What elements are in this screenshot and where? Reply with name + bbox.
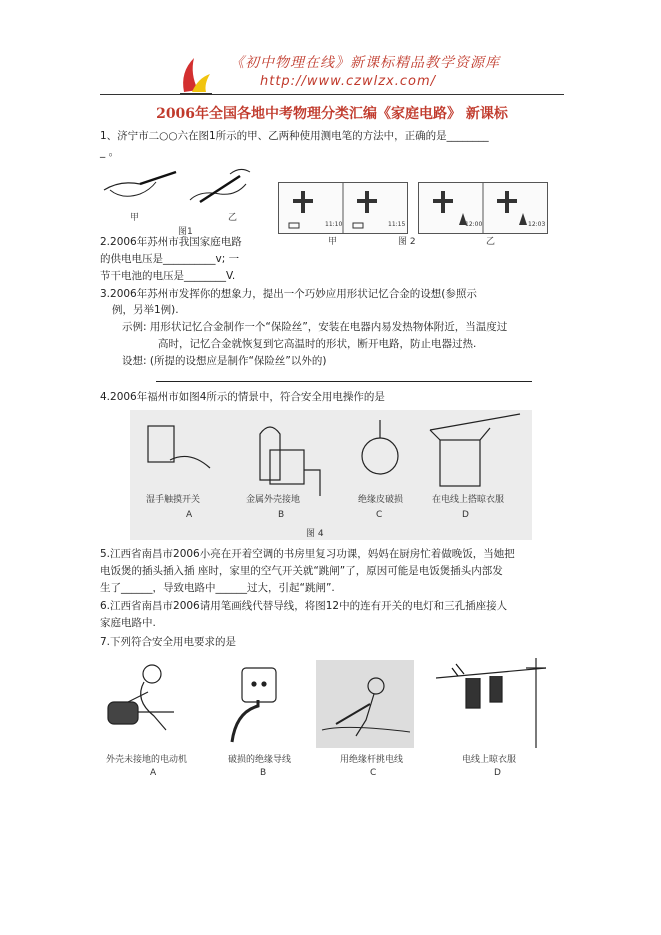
q5-line2: 电饭煲的插头插入插 座时，家里的空气开关就“跳闸”了，原因可能是电饭煲插头内部发 bbox=[100, 565, 503, 577]
fig1-label-jia: 甲 bbox=[130, 213, 140, 223]
q4-option-b-caption: 金属外壳接地 bbox=[246, 495, 301, 505]
fig2-time-1: 11:10 bbox=[325, 221, 343, 228]
q5-line3: 生了______，导致电路中______过大，引起“跳闸”. bbox=[100, 582, 335, 594]
site-logo bbox=[176, 52, 216, 96]
fig1-label-yi: 乙 bbox=[228, 213, 238, 223]
header-divider bbox=[100, 94, 564, 95]
q1-text-cont: _ 。 bbox=[100, 146, 120, 158]
banner-url[interactable]: http://www.czwlzx.com/ bbox=[260, 74, 437, 89]
q3-line1: 3.2006年苏州市发挥你的想象力，提出一个巧妙应用形状记忆合金的设想(参照示 bbox=[100, 288, 477, 300]
q3-line5: 设想: (所提的设想应是制作“保险丝”以外的) bbox=[122, 355, 327, 367]
figure-4-box bbox=[130, 410, 532, 540]
q3-line4: 高时，记忆合金就恢复到它高温时的形状，断开电路，防止电器过热. bbox=[158, 338, 477, 350]
q7-illustration-c bbox=[316, 660, 414, 748]
q7-option-b[interactable]: B bbox=[260, 768, 267, 778]
q7-option-c-caption: 用绝缘杆挑电线 bbox=[340, 755, 404, 765]
q7-option-a-caption: 外壳未接地的电动机 bbox=[106, 755, 188, 765]
q4-option-a-caption: 湿手触摸开关 bbox=[146, 495, 201, 505]
q7-illustration-d bbox=[436, 658, 556, 748]
q4-option-c-caption: 绝缘皮破损 bbox=[358, 495, 404, 505]
q5-line1: 5.江西省南昌市2006小亮在开着空调的书房里复习功课，妈妈在厨房忙着做晚饭，当她把 bbox=[100, 548, 515, 560]
q4-option-a[interactable]: A bbox=[186, 510, 193, 520]
q3-line2: 例，另举1例). bbox=[112, 304, 179, 316]
fig4-caption: 图 4 bbox=[306, 529, 324, 539]
q4-option-b[interactable]: B bbox=[278, 510, 285, 520]
page-title: 2006年全国各地中考物理分类汇编《家庭电路》 新课标 bbox=[156, 106, 508, 122]
q2-line2: 的供电电压是__________v; 一 bbox=[100, 253, 240, 265]
fig2-caption: 图 2 bbox=[398, 237, 416, 247]
q7-option-d[interactable]: D bbox=[494, 768, 501, 778]
fig1-caption: 图1 bbox=[178, 227, 193, 237]
fig2-label-jia: 甲 bbox=[328, 237, 338, 247]
q3-line3: 示例: 用形状记忆合金制作一个“保险丝”，安装在电器内易发热物体附近，当温度过 bbox=[122, 321, 508, 333]
fig2-time-2: 11:15 bbox=[388, 221, 406, 228]
q7-illustration-a bbox=[104, 660, 194, 746]
q2-line1: 2.2006年苏州市我国家庭电路 bbox=[100, 236, 242, 248]
q7-option-a[interactable]: A bbox=[150, 768, 157, 778]
q4-text: 4.2006年福州市如图4所示的情景中，符合安全用电操作的是 bbox=[100, 391, 385, 403]
q7-illustration-b bbox=[222, 664, 292, 746]
q7-option-b-caption: 破损的绝缘导线 bbox=[228, 755, 292, 765]
q2-line3: 节干电池的电压是________V. bbox=[100, 270, 236, 282]
q7-option-d-caption: 电线上晾衣服 bbox=[462, 755, 517, 765]
q7-option-c[interactable]: C bbox=[370, 768, 377, 778]
q4-option-d[interactable]: D bbox=[462, 510, 469, 520]
fig2-time-4: 12:03 bbox=[528, 221, 546, 228]
q4-option-c[interactable]: C bbox=[376, 510, 383, 520]
banner-title: 《初中物理在线》新课标精品教学资源库 bbox=[230, 55, 500, 71]
fig2-time-3: 12:00 bbox=[465, 221, 483, 228]
q6-line2: 家庭电路中. bbox=[100, 617, 156, 629]
q4-option-d-caption: 在电线上搭晾衣服 bbox=[432, 495, 505, 505]
q1-text: 1、济宁市二○○六在图1所示的甲、乙两种使用测电笔的方法中，正确的是________ bbox=[100, 130, 489, 142]
q3-answer-line[interactable] bbox=[156, 381, 532, 382]
fig2-label-yi: 乙 bbox=[486, 237, 496, 247]
q6-line1: 6.江西省南昌市2006请用笔画线代替导线，将图12中的连有开关的电灯和三孔插座接人 bbox=[100, 600, 508, 612]
q7-text: 7.下列符合安全用电要求的是 bbox=[100, 636, 237, 648]
